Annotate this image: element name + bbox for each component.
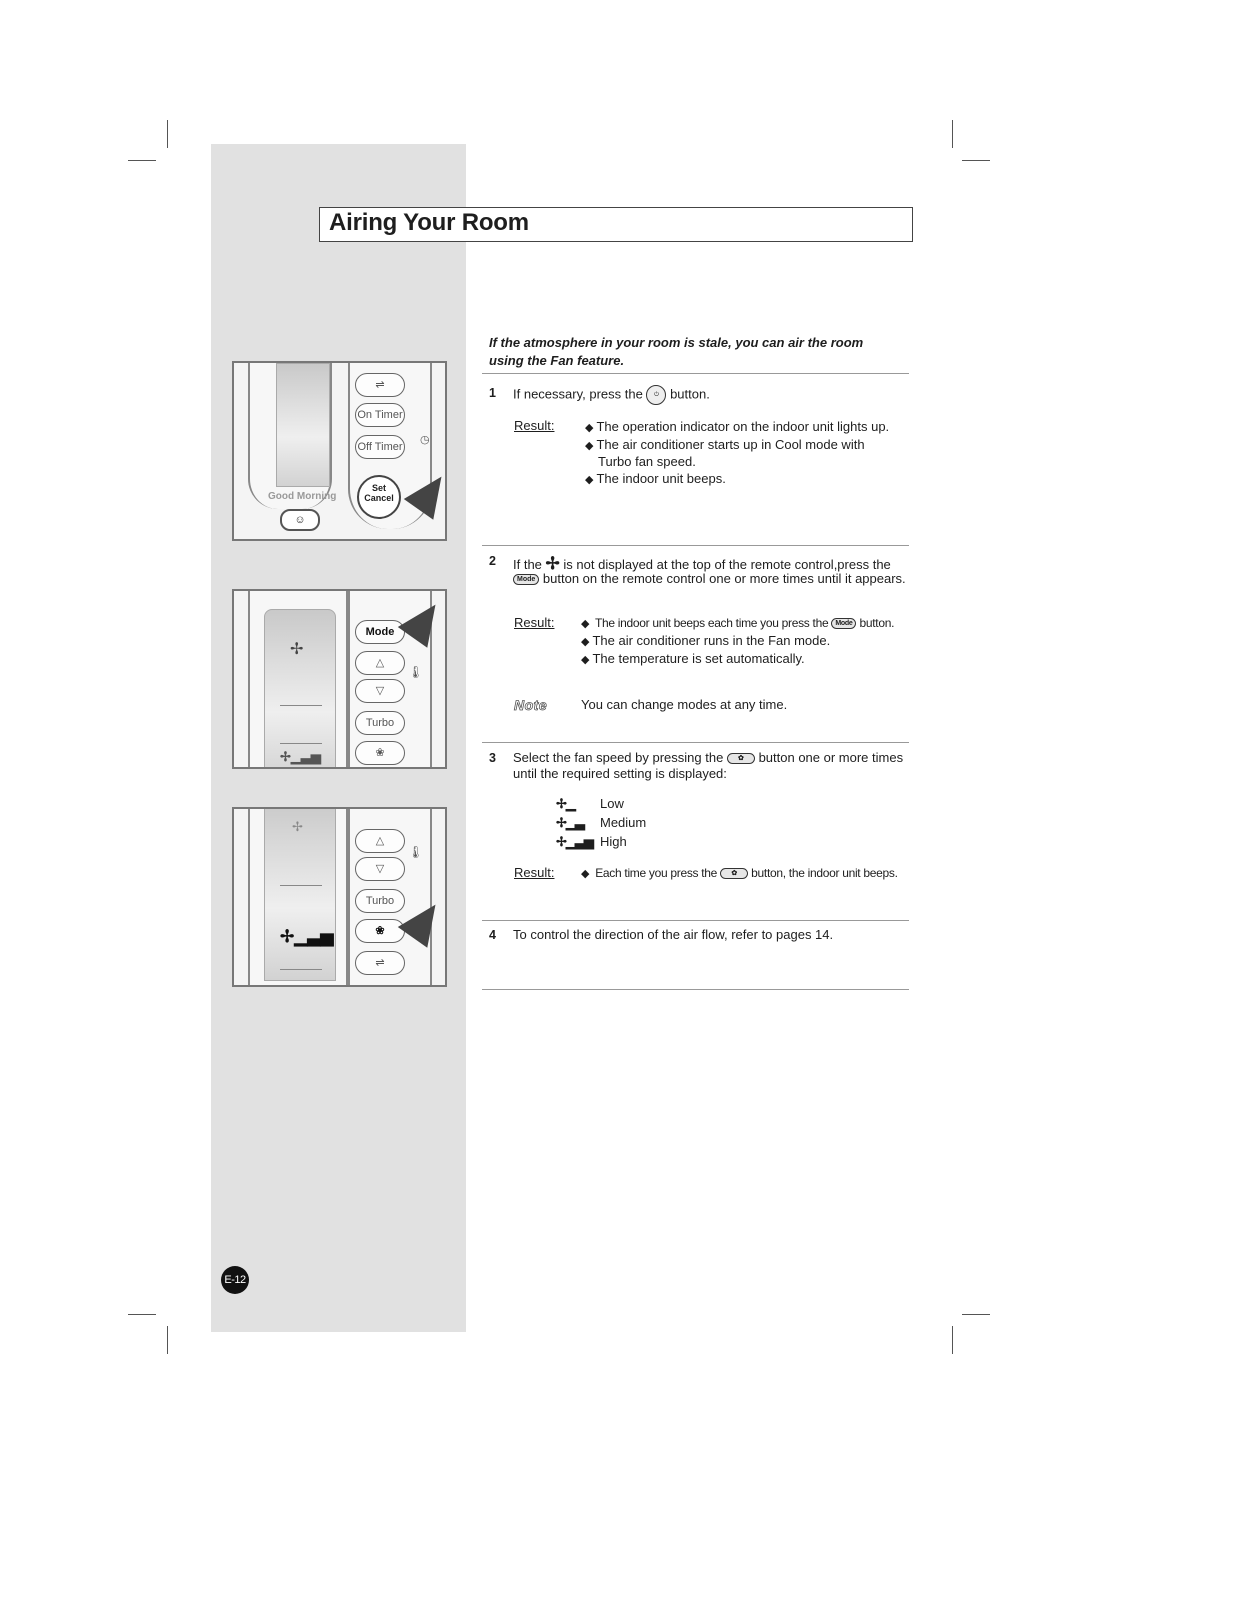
turbo-key: Turbo [355,889,405,913]
temp-up-key: △ [355,829,405,853]
crop-mark [952,120,953,148]
fan-icon: ✢ [290,641,304,658]
step2-line2 [513,570,906,587]
fan-icon: ✢ [545,554,560,573]
fan-speed-key: ❀ [355,919,405,943]
result-item: ◆ The air conditioner runs in the Fan mode. [581,632,830,651]
result-text: The indoor unit beeps each time you press the [595,616,829,630]
step2-text-c: button on the remote control one or more times until it appears. [542,571,906,586]
set-cancel-key: Set Cancel [357,475,401,519]
remote-illustration-3 [232,807,447,987]
fan-speed-medium-icon: ✢▁▃ [556,815,584,830]
step3-text-b: button one or more times [758,750,904,765]
step1-instruction [513,385,710,405]
speed-row-medium [556,815,646,831]
result-label: Result: [514,418,555,433]
temp-up-key: △ [355,651,405,675]
swing-key: ⇌ [355,373,405,397]
crop-mark [962,160,990,161]
mode-button-icon: Mode [513,574,539,585]
crop-mark [962,1314,990,1315]
fan-icon: ✢ [292,819,303,834]
fan-speed-bars-icon: ✢▁▃▅ [280,749,321,764]
remote-display [276,363,330,487]
speed-label: Medium [600,815,647,830]
crop-mark [128,1314,156,1315]
result-item: ◆ The air conditioner starts up in Cool mode with [585,436,865,455]
divider [482,545,909,546]
set-cancel-button-icon: ⏻ [646,385,666,405]
divider [482,989,909,990]
good-morning-label: Good Morning [268,491,337,502]
lcd-divider [280,885,322,886]
result-text: Each time you press the [595,866,718,880]
fan-speed-key: ❀ [355,741,405,765]
temp-down-key: ▽ [355,679,405,703]
mode-button-icon: Mode [831,618,856,629]
step1-text-after: button. [670,386,710,402]
crop-mark [128,160,156,161]
lcd-divider [280,705,322,706]
step-number: 3 [489,751,496,765]
title-box [319,207,913,242]
on-timer-key: On Timer [355,403,405,427]
fan-speed-button-icon: ✿ [720,868,748,879]
step-number: 1 [489,386,496,400]
step2-text-b: is not displayed at the top of the remote control,press the [563,557,891,572]
result-text: button, the indoor unit beeps. [751,866,898,880]
step3-text-a: Select the fan speed by pressing the [513,750,724,765]
step2-text-a: If the [513,557,542,572]
divider [482,373,909,374]
note-label: Note [514,697,548,713]
remote-illustration-1 [232,361,447,541]
result-label: Result: [514,865,555,880]
page-number-badge: E-12 [221,1266,249,1294]
result-item: ◆ The operation indicator on the indoor unit lights up. [585,418,889,437]
result-item: ◆ The temperature is set automatically. [581,650,805,669]
result-label: Result: [514,615,555,630]
speed-row-high [556,834,627,850]
fan-speed-high-icon: ✢▁▃▅ [280,927,334,946]
fan-speed-high-icon: ✢▁▃▅ [556,834,593,849]
fan-speed-button-icon: ✿ [727,753,755,764]
result-item: Turbo fan speed. [598,454,696,469]
step-number: 2 [489,554,496,568]
off-timer-key: Off Timer [355,435,405,459]
step1-text-before: If necessary, press the [513,386,643,402]
step4-text: To control the direction of the air flow, refer to pages 14. [513,927,834,942]
result-text: button. [859,616,895,630]
result-item: ◆ The indoor unit beeps. [585,470,726,489]
divider [482,920,909,921]
intro-text: If the atmosphere in your room is stale, you can air the room using the Fan feature. [489,335,864,368]
step-number: 4 [489,928,496,942]
crop-mark [167,120,168,148]
note-text: You can change modes at any time. [581,697,788,712]
step3-line1 [513,749,903,766]
step3-line2: until the required setting is displayed: [513,766,727,781]
thermometer-icon: 🌡 [408,845,424,859]
good-morning-button: ☺ [280,509,320,531]
mode-key: Mode [355,620,405,644]
turbo-key: Turbo [355,711,405,735]
remote-keys [355,809,415,987]
remote-display [264,609,336,769]
crop-mark [952,1326,953,1354]
clock-icon: ◷ [420,434,430,446]
lcd-divider [280,969,322,970]
page-title: Airing Your Room [329,209,529,236]
speed-label: Low [600,796,624,811]
temp-down-key: ▽ [355,857,405,881]
speed-label: High [600,834,627,849]
remote-illustration-2 [232,589,447,769]
speed-row-low [556,796,624,812]
thermometer-icon: 🌡 [408,665,424,679]
lcd-divider [280,743,322,744]
remote-keys [355,363,415,541]
fan-speed-low-icon: ✢▁ [556,796,575,811]
result-item [581,615,894,633]
divider [482,742,909,743]
result-item [581,865,898,883]
crop-mark [167,1326,168,1354]
swing-key: ⇌ [355,951,405,975]
